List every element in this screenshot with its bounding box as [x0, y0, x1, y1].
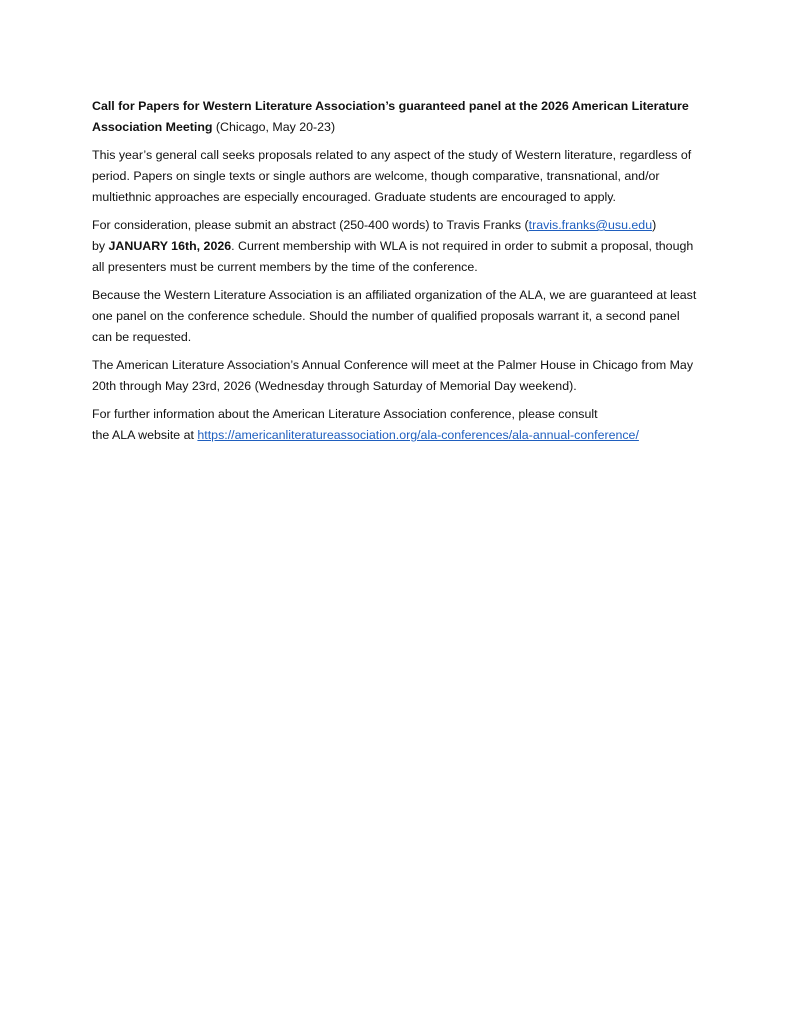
submission-paragraph	[92, 215, 702, 278]
submission-intro-text: For consideration, please submit an abstract (250-400 words) to Travis Franks (	[92, 218, 529, 232]
email-close-paren: )	[652, 218, 657, 232]
affiliation-text: Because the Western Literature Association is an affiliated organization of the ALA, we are guaranteed at least one panel on the conference schedule. Should the number of qualified proposals warrant it, a second panel can be requested.	[92, 288, 697, 344]
conference-text: The American Literature Association’s Annual Conference will meet at the Palmer House in Chicago from May 20th through May 23rd, 2026 (Wednesday through Saturday of Memorial Day weekend).	[92, 358, 694, 393]
ala-website-link[interactable]: https://americanliteratureassociation.org/ala-conferences/ala-annual-conference/	[197, 428, 639, 442]
contact-email-link[interactable]: travis.franks@usu.edu	[528, 218, 653, 232]
heading-paragraph	[92, 96, 702, 138]
general-call-paragraph	[92, 145, 702, 208]
by-text: by	[92, 239, 109, 253]
conference-paragraph	[92, 355, 702, 397]
general-call-text: This year’s general call seeks proposals related to any aspect of the study of Western literature, regardless of period. Papers on single texts or single authors are welcome, though comparative, transnational, and/or multiethnic approaches are especially encouraged. Graduate students are encouraged to apply.	[92, 148, 692, 204]
document-page	[92, 96, 702, 453]
further-info-text: For further information about the American Literature Association conference, please consult	[92, 407, 598, 421]
title-location-dates: (Chicago, May 20-23)	[212, 120, 336, 134]
affiliation-paragraph	[92, 285, 702, 348]
document-title: Call for Papers for Western Literature Association’s guaranteed panel at the 2026 American Literature Association Meeting	[92, 99, 689, 134]
website-intro-text: the ALA website at	[92, 428, 198, 442]
deadline-date: JANUARY 16th, 2026	[108, 239, 232, 253]
further-info-paragraph	[92, 404, 702, 446]
membership-text: . Current membership with WLA is not required in order to submit a proposal, though all presenters must be current members by the time of the conference.	[92, 239, 694, 274]
